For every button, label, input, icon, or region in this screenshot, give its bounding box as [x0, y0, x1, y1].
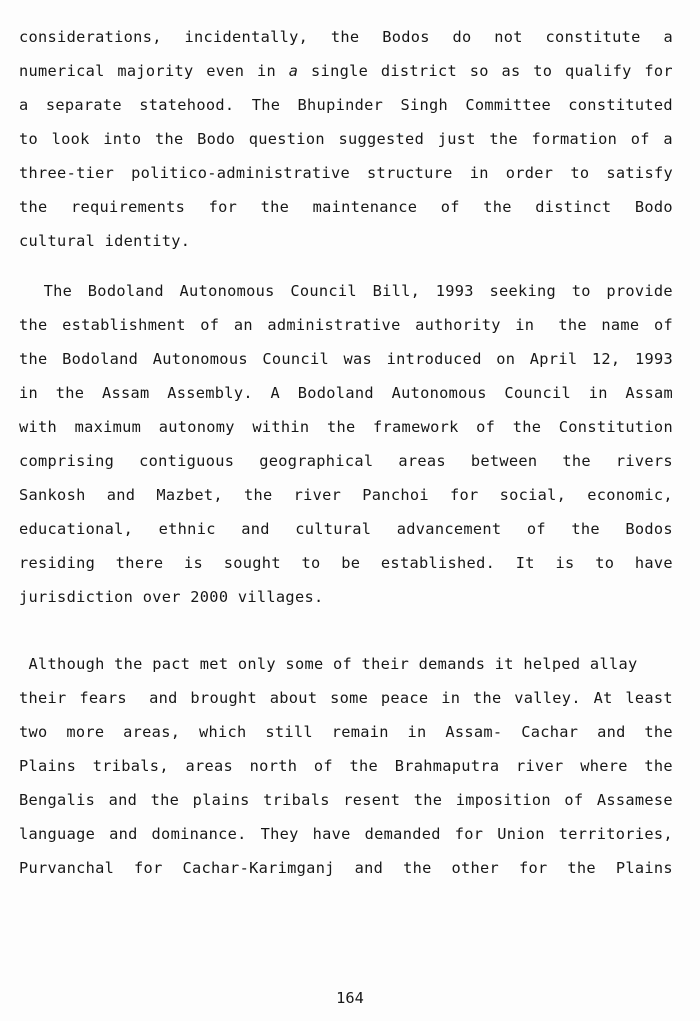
word: single [311, 62, 369, 80]
word: maintenance [312, 198, 418, 216]
word: Autonomous [152, 350, 248, 368]
word: language [19, 825, 96, 843]
word: Singh [400, 96, 449, 114]
word: areas [398, 452, 446, 470]
word: the [330, 28, 360, 46]
word: Council [262, 350, 329, 368]
word: there [115, 554, 164, 572]
word: of [200, 316, 220, 334]
word: constituted [568, 96, 673, 114]
word: The [43, 282, 73, 300]
word: is [555, 554, 575, 572]
word: some [330, 689, 369, 707]
word: areas [185, 757, 234, 775]
word: advancement [396, 520, 502, 538]
word: remain [331, 723, 389, 741]
word: is [184, 554, 204, 572]
word: of [313, 757, 333, 775]
word: Bodos [382, 28, 430, 46]
word: the [154, 130, 184, 148]
word: and [597, 723, 626, 741]
word: the [548, 316, 587, 334]
word: look [51, 130, 90, 148]
first-line-indent [19, 274, 28, 308]
word: sought [223, 554, 281, 572]
word: 1993 [634, 350, 673, 368]
word: resent [343, 791, 401, 809]
word: in [515, 316, 535, 334]
word: social, [499, 486, 567, 504]
word: establishment [62, 316, 186, 334]
text-line [19, 410, 673, 444]
word: the [562, 452, 591, 470]
word: as [501, 62, 521, 80]
text-line [19, 512, 673, 546]
word: seeking [489, 282, 557, 300]
word: Mazbet, [156, 486, 223, 504]
word: just [437, 130, 476, 148]
word: between [470, 452, 538, 470]
word: for [518, 859, 548, 877]
word: the [349, 757, 379, 775]
word: of [564, 791, 584, 809]
word: structure [367, 164, 453, 182]
word: qualify [565, 62, 632, 80]
word: in [257, 62, 277, 80]
word: to [301, 554, 321, 572]
word: satisfy [606, 164, 673, 182]
word: still [265, 723, 313, 741]
word: to [595, 554, 615, 572]
word: the [644, 757, 673, 775]
word: 12, [591, 350, 621, 368]
word: and [354, 859, 384, 877]
page-text-body [19, 20, 673, 885]
word: Assam- [445, 723, 503, 741]
word: in [407, 723, 427, 741]
word: politico-administrative [131, 164, 351, 182]
word: suggested [338, 130, 425, 148]
word: with [19, 418, 58, 436]
word: Assam [625, 384, 673, 402]
word: Bengalis [19, 791, 96, 809]
word: the [19, 350, 48, 368]
word: the [19, 198, 48, 216]
word: Council [504, 384, 572, 402]
word: Autonomous [391, 384, 487, 402]
text-line [19, 342, 673, 376]
word: introduced [386, 350, 482, 368]
text-line [19, 444, 673, 478]
word: It [515, 554, 535, 572]
word: considerations, [19, 28, 162, 46]
word: requirements [71, 198, 186, 216]
word: the [150, 791, 180, 809]
word: to [19, 130, 39, 148]
word: of [526, 520, 546, 538]
word: the [644, 723, 673, 741]
word: into [103, 130, 142, 148]
text-line: jurisdiction over 2000 villages. [19, 588, 324, 606]
word: At [593, 689, 613, 707]
word: of [630, 130, 650, 148]
word: Plains [615, 859, 673, 877]
text-line: Although the pact met only some of their demands it helped allay [19, 655, 638, 673]
word: Bodoland [87, 282, 164, 300]
word: A [270, 384, 281, 402]
word: and [241, 520, 270, 538]
word: numerical [19, 62, 105, 80]
word: river [516, 757, 564, 775]
word: Bodo [197, 130, 236, 148]
word: Panchoi [362, 486, 429, 504]
word: three-tier [19, 164, 115, 182]
word: the [567, 859, 596, 877]
word: Bodoland [62, 350, 139, 368]
word: the [260, 198, 290, 216]
word: so [469, 62, 489, 80]
word: which [199, 723, 247, 741]
word: a [663, 28, 673, 46]
word: distinct [535, 198, 612, 216]
word: educational, [19, 520, 134, 538]
text-line [19, 817, 673, 851]
word: framework [373, 418, 459, 436]
text-line [19, 156, 673, 190]
word: river [293, 486, 342, 504]
word: Bhupinder [297, 96, 384, 114]
text-line [19, 308, 673, 342]
word: was [343, 350, 373, 368]
word: brought [190, 689, 258, 707]
word: the [483, 198, 512, 216]
word: order [505, 164, 554, 182]
word: the [403, 859, 432, 877]
word: autonomy [158, 418, 235, 436]
text-line [19, 546, 673, 580]
word: of [440, 198, 460, 216]
word: residing [19, 554, 96, 572]
word: imposition [455, 791, 551, 809]
word: within [252, 418, 310, 436]
text-line [19, 376, 673, 410]
word: in [588, 384, 608, 402]
word: to [571, 282, 591, 300]
word: maximum [74, 418, 142, 436]
word: Bill, [372, 282, 421, 300]
word: for [454, 825, 484, 843]
text-line [19, 122, 673, 156]
word: name [601, 316, 640, 334]
text-line: cultural identity. [19, 232, 191, 250]
word: in [469, 164, 489, 182]
paragraph-1 [19, 20, 673, 258]
word: April [529, 350, 578, 368]
word: Assamese [596, 791, 673, 809]
word: Assam [101, 384, 150, 402]
word: the [19, 316, 48, 334]
text-line [19, 783, 673, 817]
text-line [19, 88, 673, 122]
word: Assembly. [167, 384, 253, 402]
word: the [472, 689, 502, 707]
word: Constitution [558, 418, 673, 436]
word: Cachar-Karimganj [182, 859, 335, 877]
word: question [248, 130, 325, 148]
word: a [19, 96, 29, 114]
word: and [109, 825, 138, 843]
word: tribals [263, 791, 330, 809]
word: more [66, 723, 105, 741]
word: provide [606, 282, 673, 300]
emphasis-word: a [288, 62, 299, 80]
word: the [413, 791, 443, 809]
page-number-folio: 164 [336, 989, 364, 1007]
word: valley. [514, 689, 581, 707]
word: two [19, 723, 48, 741]
word: be [341, 554, 361, 572]
word: to [533, 62, 553, 80]
word [289, 54, 299, 88]
word: Committee [465, 96, 551, 114]
word: peace [380, 689, 429, 707]
word: of [653, 316, 673, 334]
word: territories, [558, 825, 673, 843]
word: even [206, 62, 245, 80]
word: formation [531, 130, 618, 148]
word: an [233, 316, 253, 334]
text-line [19, 749, 673, 783]
word: the [55, 384, 85, 402]
word: where [580, 757, 628, 775]
word: geographical [259, 452, 374, 470]
word: for [449, 486, 479, 504]
text-line [19, 190, 673, 224]
word: Bodos [625, 520, 673, 538]
word: to [570, 164, 590, 182]
text-line [19, 851, 673, 885]
word: the [571, 520, 600, 538]
word: separate [45, 96, 122, 114]
word: least [625, 689, 673, 707]
word: Sankosh [19, 486, 86, 504]
word: incidentally, [184, 28, 309, 46]
word: in [19, 384, 39, 402]
word: Autonomous [179, 282, 275, 300]
word: Bodo [634, 198, 673, 216]
word: Purvanchal [19, 859, 115, 877]
word: the [512, 418, 542, 436]
word: plains [192, 791, 250, 809]
paragraph-2 [19, 274, 673, 614]
word: established. [380, 554, 496, 572]
word: statehood. [139, 96, 235, 114]
word: 1993 [435, 282, 474, 300]
word: The [251, 96, 281, 114]
word: and [139, 689, 178, 707]
word: majority [117, 62, 194, 80]
word: north [249, 757, 298, 775]
text-line [19, 54, 673, 88]
word: of [476, 418, 496, 436]
word: have [312, 825, 351, 843]
word: on [496, 350, 516, 368]
word: a [663, 130, 673, 148]
word: administrative [267, 316, 401, 334]
word: Cachar [521, 723, 579, 741]
word: the [489, 130, 518, 148]
text-line [19, 478, 673, 512]
word: contiguous [139, 452, 235, 470]
text-line [19, 715, 673, 749]
word: for [134, 859, 163, 877]
word: Plains [19, 757, 77, 775]
text-line [19, 274, 673, 308]
word: Union [497, 825, 545, 843]
word: district [380, 62, 457, 80]
word: areas, [123, 723, 181, 741]
word: the [244, 486, 273, 504]
word: have [634, 554, 673, 572]
word: Bodoland [297, 384, 374, 402]
word: dominance. [151, 825, 247, 843]
word: in [441, 689, 461, 707]
text-line [19, 681, 673, 715]
paragraph-3 [19, 647, 673, 885]
word: Brahmaputra [394, 757, 500, 775]
word: rivers [615, 452, 673, 470]
word: fears [79, 689, 127, 707]
word: demanded [364, 825, 441, 843]
word: other [451, 859, 500, 877]
word: They [260, 825, 299, 843]
word: and [106, 486, 136, 504]
word: for [644, 62, 673, 80]
word: their [19, 689, 67, 707]
word: for [208, 198, 238, 216]
word: the [326, 418, 356, 436]
word: not [494, 28, 523, 46]
text-line [19, 20, 673, 54]
word: ethnic [158, 520, 216, 538]
word: and [108, 791, 138, 809]
word: economic, [587, 486, 673, 504]
word: constitute [545, 28, 641, 46]
word: Council [290, 282, 357, 300]
word: cultural [295, 520, 372, 538]
word: tribals, [92, 757, 169, 775]
word: authority [415, 316, 501, 334]
word: do [452, 28, 472, 46]
word: comprising [19, 452, 115, 470]
word: about [269, 689, 318, 707]
